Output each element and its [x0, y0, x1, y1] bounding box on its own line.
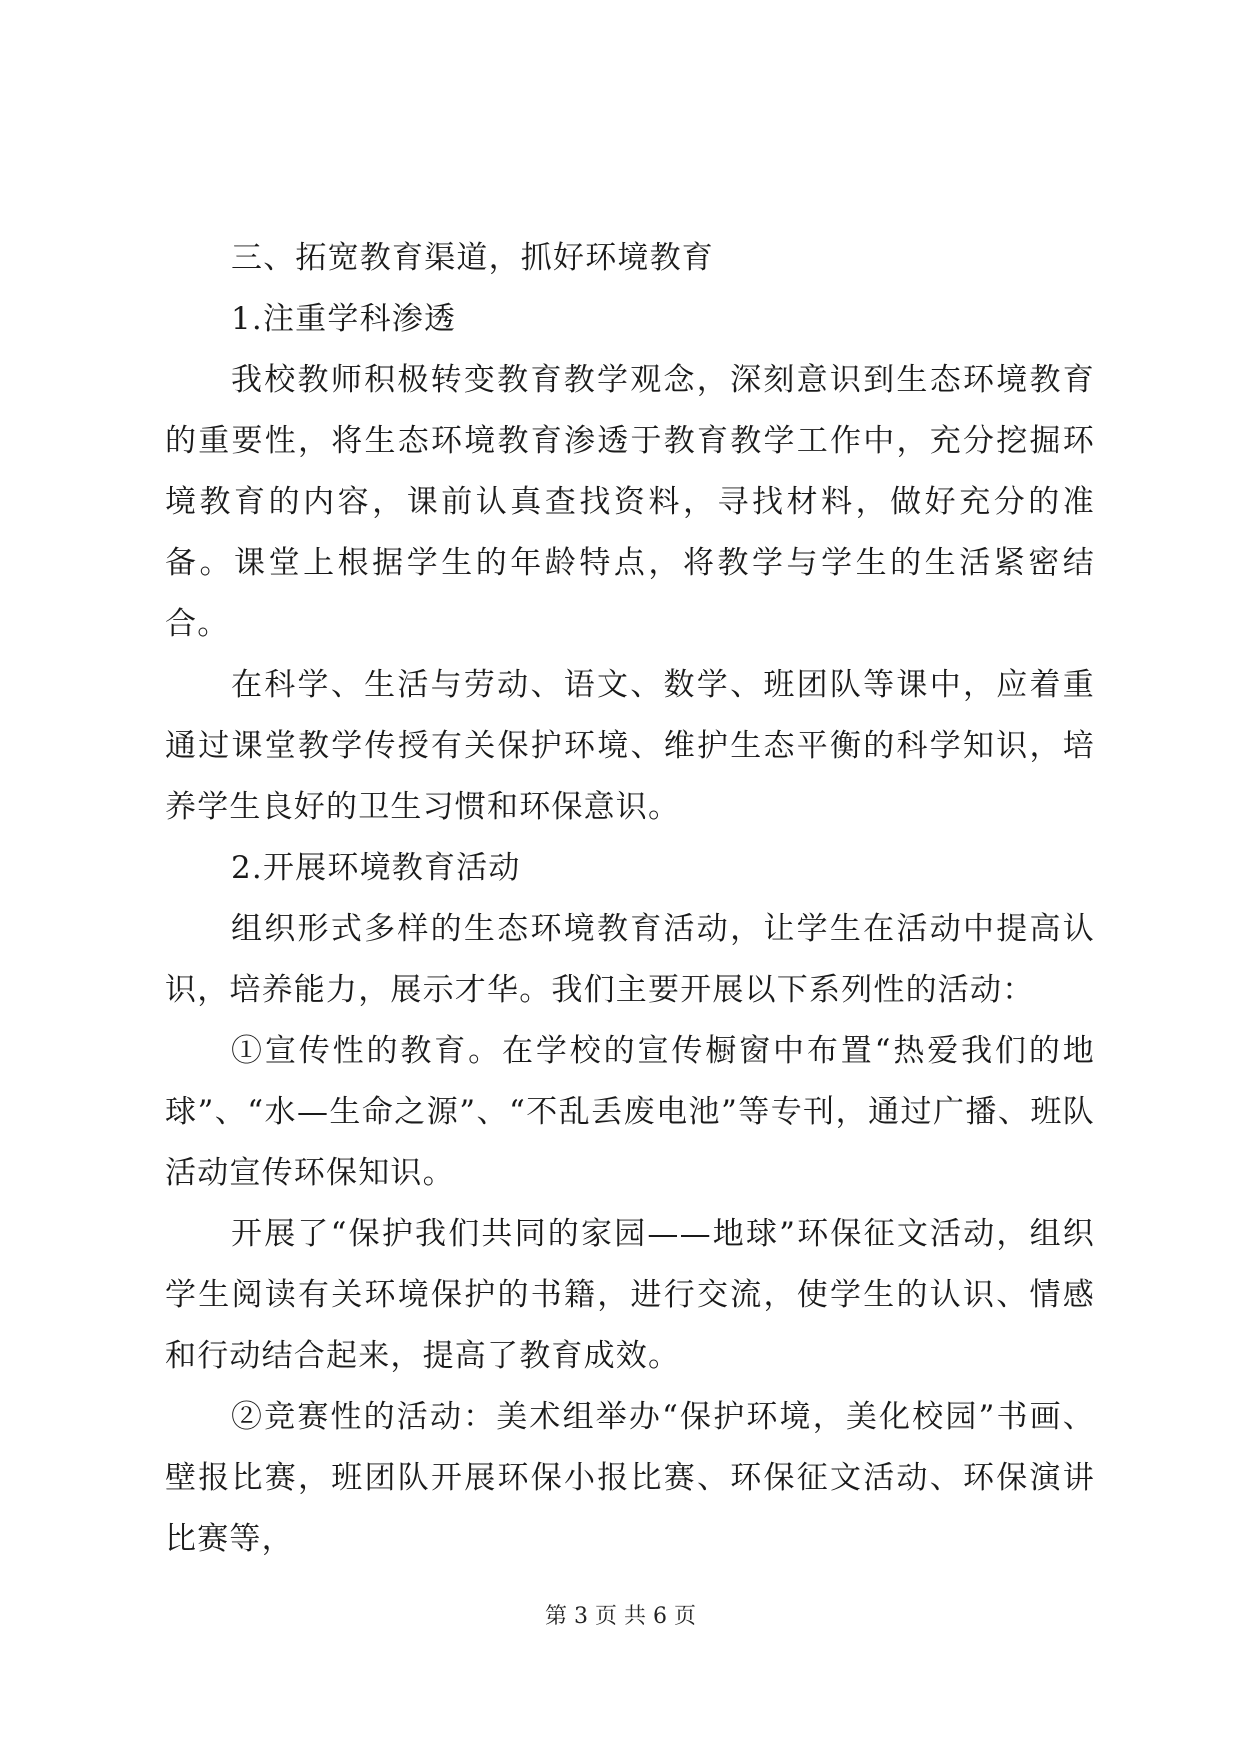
subsection-heading-1: 1.注重学科渗透 — [231, 301, 457, 337]
page-footer — [0, 1602, 1241, 1632]
paragraph: 组织形式多样的生态环境教育活动，让学生在活动中提高认识，培养能力，展示才华。我们主要开展以下系列性的活动： — [165, 911, 1095, 1008]
page-number: 第 3 页 共 6 页 — [545, 1604, 696, 1629]
paragraph: 开展了“保护我们共同的家园——地球”环保征文活动，组织学生阅读有关环境保护的书籍，进行交流，使学生的认识、情感和行动结合起来，提高了教育成效。 — [165, 1216, 1095, 1374]
paragraph: ②竞赛性的活动：美术组举办“保护环境，美化校园”书画、壁报比赛，班团队开展环保小报比赛、环保征文活动、环保演讲比赛等， — [165, 1399, 1095, 1557]
paragraph: ①宣传性的教育。在学校的宣传橱窗中布置“热爱我们的地球”、“水—生命之源”、“不乱丢废电池”等专刊，通过广播、班队活动宣传环保知识。 — [165, 1033, 1095, 1191]
subsection-heading-2: 2.开展环境教育活动 — [231, 850, 521, 886]
section-heading: 三、拓宽教育渠道，抓好环境教育 — [231, 240, 714, 276]
document-body — [165, 228, 1095, 1570]
paragraph: 在科学、生活与劳动、语文、数学、班团队等课中，应着重通过课堂教学传授有关保护环境、维护生态平衡的科学知识，培养学生良好的卫生习惯和环保意识。 — [165, 667, 1095, 825]
paragraph: 我校教师积极转变教育教学观念，深刻意识到生态环境教育的重要性，将生态环境教育渗透于教育教学工作中，充分挖掘环境教育的内容，课前认真查找资料，寻找材料，做好充分的准备。课堂上根据学生的年龄特点，将教学与学生的生活紧密结合。 — [165, 362, 1095, 642]
